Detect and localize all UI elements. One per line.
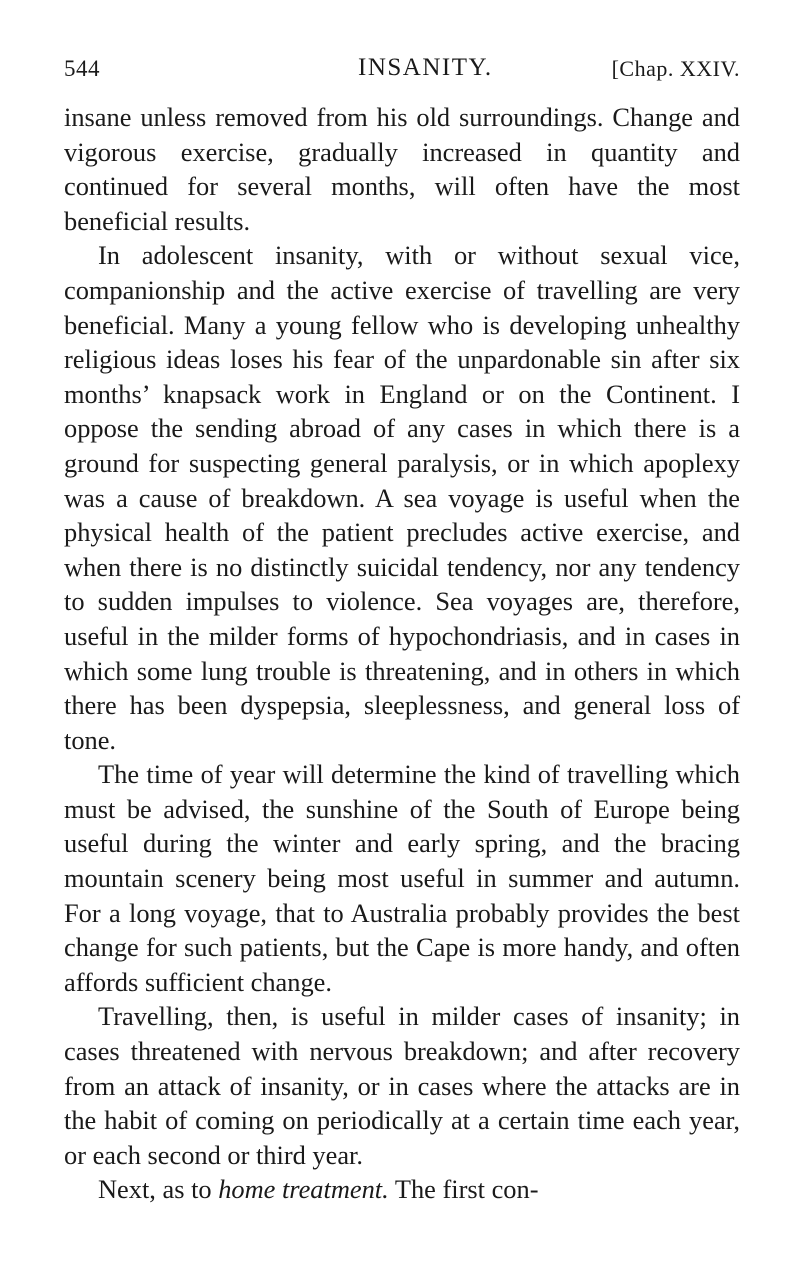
paragraph-text-before: Next, as to <box>98 1174 219 1205</box>
chapter-reference: [Chap. XXIV. <box>611 56 740 81</box>
page-number: 544 <box>64 56 100 81</box>
paragraph-continuation: insane unless removed from his old surroundings. Change and vigorous exercise, gradually increased in quantity and continued for several months, will often have the most beneficial results. <box>64 102 740 236</box>
paragraph-travelling-summary: Travelling, then, is useful in milder cases of insanity; in cases threatened with nervous breakdown; and after recovery from an attack of insanity, or in cases where the attacks are in the habit of coming on periodically at a certain time each year, or each second or third year. <box>64 1001 740 1170</box>
running-title: INSANITY. <box>358 54 493 81</box>
paragraph-home-treatment <box>64 1172 740 1207</box>
italic-phrase: home treatment. <box>218 1174 389 1205</box>
paragraph-text-after: The first con- <box>388 1174 539 1205</box>
paragraph-adolescent-insanity: In adolescent insanity, with or without sexual vice, companionship and the active exercise of travelling are very beneficial. Many a young fellow who is developing unhealthy religious ideas loses his fear of the unpardonable sin after six months’ knapsack work in England or on the Continent. I oppose the sending abroad of any cases in which there is a ground for suspecting general paralysis, or in which apoplexy was a cause of breakdown. A sea voyage is useful when the physical health of the patient precludes active exercise, and when there is no distinctly suicidal tendency, nor any tendency to sudden impulses to violence. Sea voyages are, therefore, useful in the milder forms of hypochondriasis, and in cases in which some lung trouble is threatening, and in others in which there has been dyspepsia, sleeplessness, and general loss of tone. <box>64 240 740 755</box>
book-page <box>64 52 740 1207</box>
body-text <box>64 100 740 1207</box>
running-head <box>64 52 740 100</box>
paragraph-time-of-year: The time of year will determine the kind of travelling which must be advised, the sunshine of the South of Europe being useful during the winter and early spring, and the bracing mountain scenery being most useful in summer and autumn. For a long voyage, that to Australia probably provides the best change for such patients, but the Cape is more handy, and often affords sufficient change. <box>64 759 740 997</box>
